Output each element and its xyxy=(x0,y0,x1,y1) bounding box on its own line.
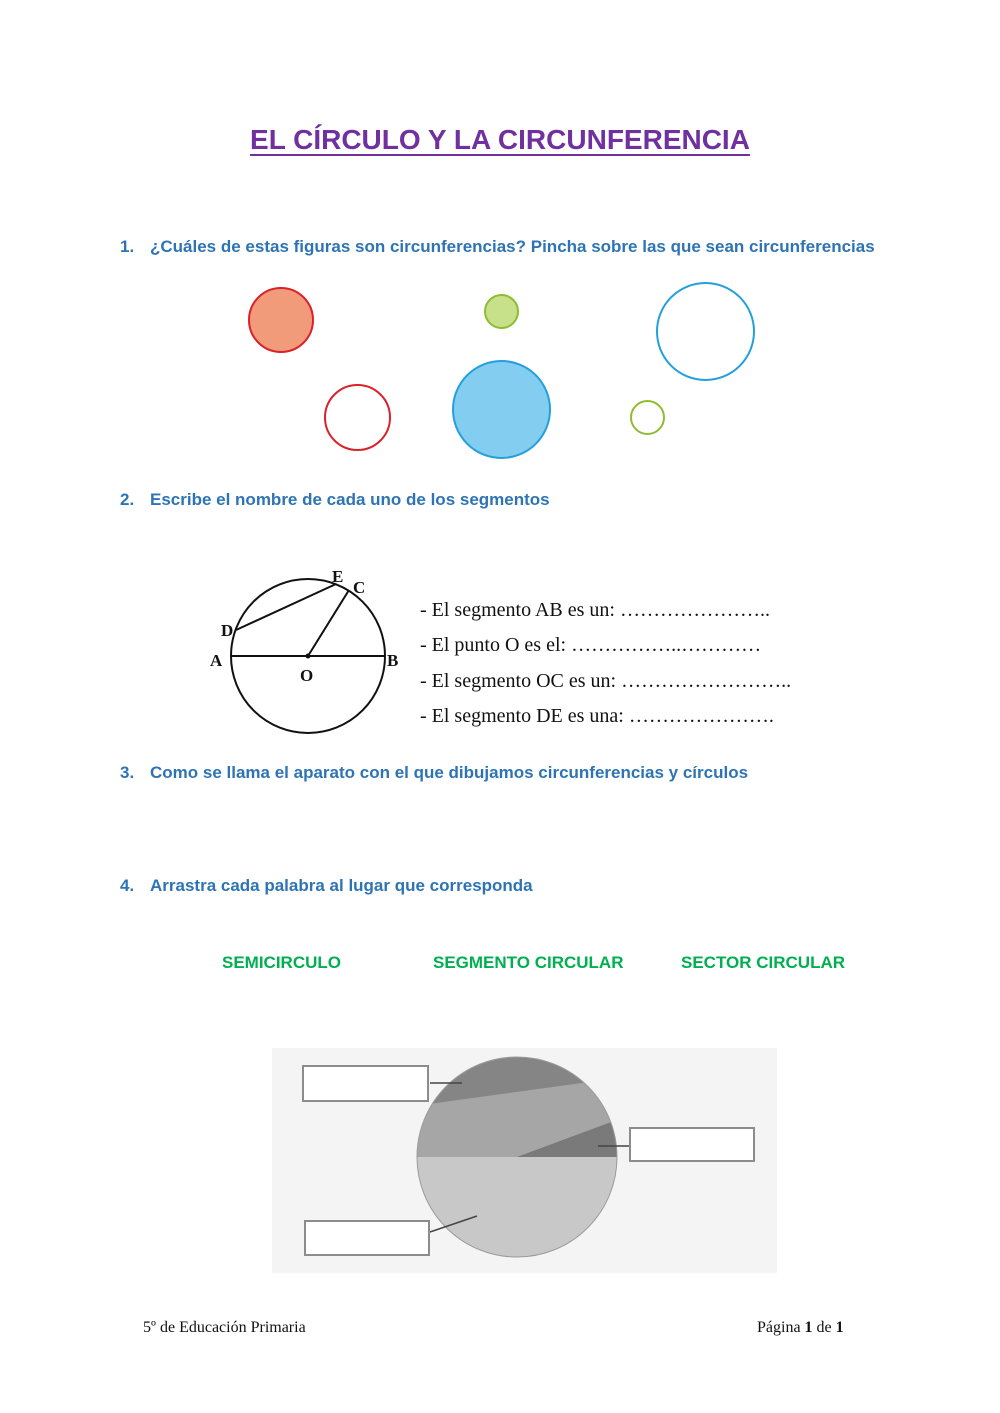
drag-word-segmento-circular[interactable]: SEGMENTO CIRCULAR xyxy=(433,953,624,972)
drop-box-bottom[interactable] xyxy=(304,1220,430,1256)
label-c: C xyxy=(353,578,366,597)
circle-segments-figure xyxy=(200,560,415,745)
footer-course: 5º de Educación Primaria xyxy=(143,1319,306,1336)
circle-green-small-outline[interactable] xyxy=(630,400,665,435)
footer-page-current: 1 xyxy=(804,1319,813,1336)
segment-line-oc: - El segmento OC es un: …………………….. xyxy=(420,670,792,692)
circle-blue-filled[interactable] xyxy=(452,360,551,459)
label-b: B xyxy=(387,651,399,670)
segment-line-ab: - El segmento AB es un: ………………….. xyxy=(420,599,770,621)
footer-page-label: Página xyxy=(757,1319,801,1336)
question-2-text: Escribe el nombre de cada uno de los segmentos xyxy=(150,490,550,509)
question-1 xyxy=(120,237,875,257)
label-d: D xyxy=(221,621,234,640)
center-point xyxy=(306,654,311,659)
label-e: E xyxy=(332,567,344,586)
segment-line-de: - El segmento DE es una: …………………. xyxy=(420,705,774,727)
drop-box-top[interactable] xyxy=(302,1065,429,1102)
question-3 xyxy=(120,763,748,783)
circle-red-outline[interactable] xyxy=(324,384,391,451)
chord-de xyxy=(236,584,336,630)
circle-blue-outline[interactable] xyxy=(656,282,755,381)
footer-page-number xyxy=(757,1319,844,1337)
segment-line-o: - El punto O es el: ……………..………… xyxy=(420,634,762,656)
question-3-text: Como se llama el aparato con el que dibujamos circunferencias y círculos xyxy=(150,763,749,782)
label-a: A xyxy=(210,651,223,670)
footer-page-total: 1 xyxy=(835,1319,844,1336)
drop-box-right[interactable] xyxy=(629,1127,755,1162)
question-4 xyxy=(120,876,533,896)
drag-word-semicirculo[interactable]: SEMICIRCULO xyxy=(222,953,341,972)
drag-word-sector-circular[interactable]: SECTOR CIRCULAR xyxy=(681,953,846,972)
question-2 xyxy=(120,490,550,510)
footer-page-of: de xyxy=(816,1319,832,1336)
page-title: EL CÍRCULO Y LA CIRCUNFERENCIA xyxy=(250,124,750,155)
radius-oc xyxy=(308,590,349,656)
label-o: O xyxy=(300,666,314,685)
circle-green-small-filled[interactable] xyxy=(484,294,519,329)
question-1-number: 1. xyxy=(120,237,135,256)
question-2-number: 2. xyxy=(120,490,135,509)
question-3-number: 3. xyxy=(120,763,135,782)
question-4-number: 4. xyxy=(120,876,135,895)
question-4-text: Arrastra cada palabra al lugar que corresponda xyxy=(150,876,533,895)
circle-red-filled[interactable] xyxy=(248,287,314,353)
question-1-text: ¿Cuáles de estas figuras son circunferencias? Pincha sobre las que sean circunferencias xyxy=(150,237,875,256)
